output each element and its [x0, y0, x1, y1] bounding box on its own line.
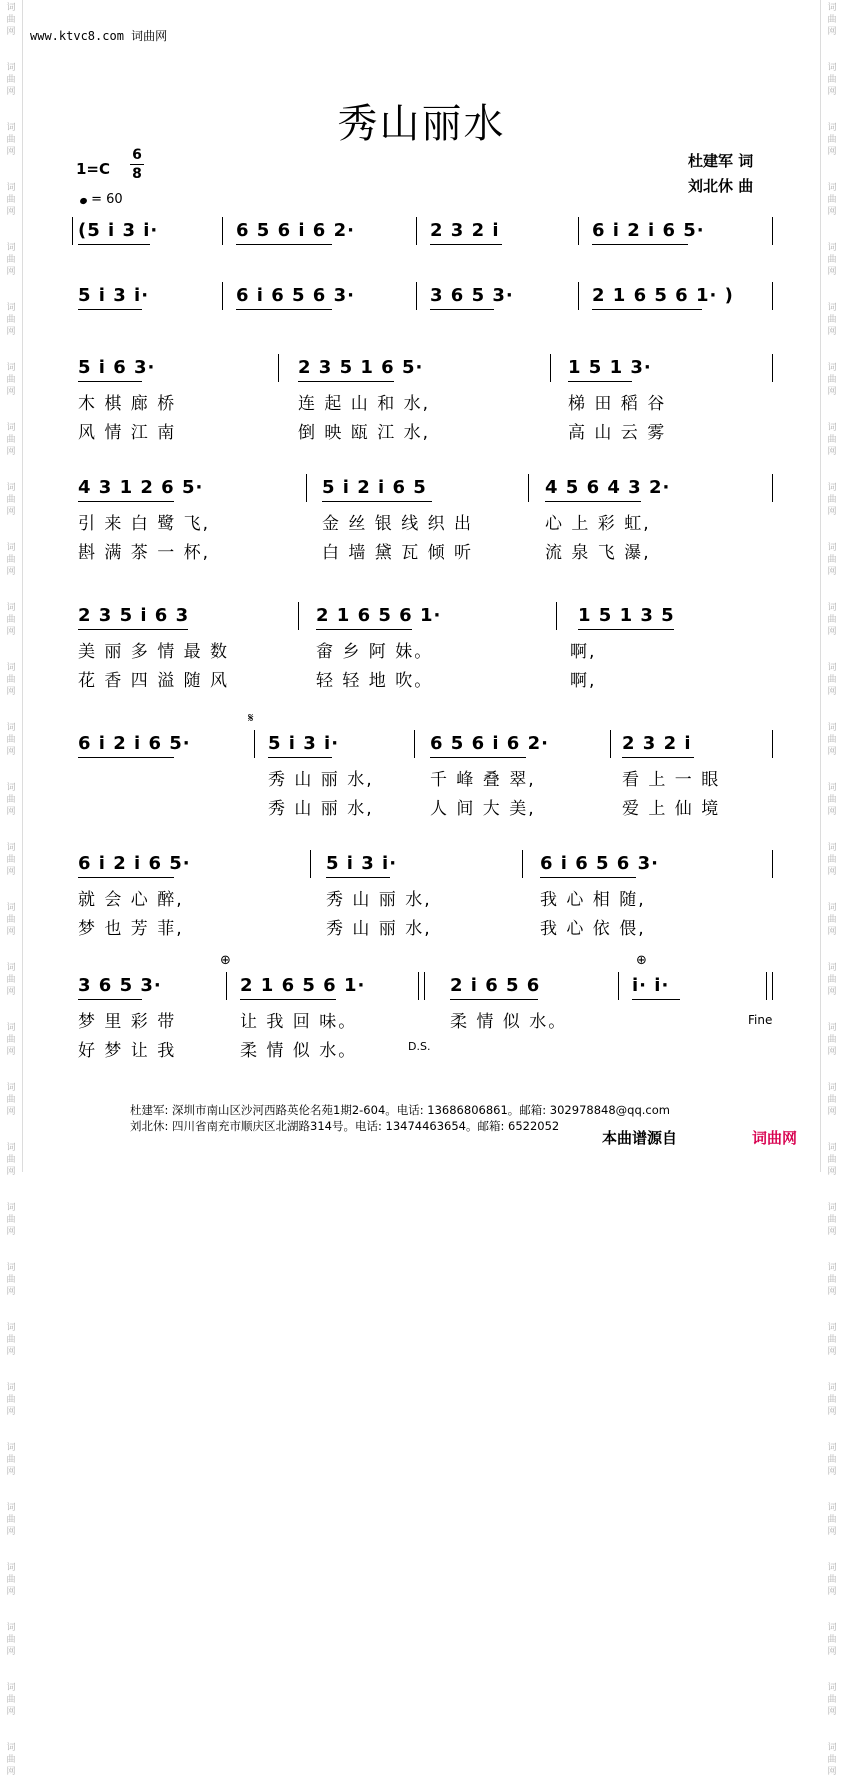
watermark-text: 词 曲 网 [6, 1503, 16, 1537]
watermark-text: 词 曲 网 [827, 1323, 837, 1357]
watermark-text: 词 曲 网 [6, 1623, 16, 1657]
watermark-text: 词 曲 网 [827, 903, 837, 937]
beam-underline [592, 244, 688, 245]
watermark-text: 词 曲 网 [827, 1203, 837, 1237]
beam-underline [78, 757, 174, 758]
lyric-line-2: 我 心 依 偎, [540, 919, 646, 939]
measure-notes: 2 3 2 i [430, 220, 500, 241]
watermark-text: 词 曲 网 [6, 1023, 16, 1057]
measure-notes: 6 i 6 5 6 3· [540, 853, 659, 874]
watermark-text: 词 曲 网 [6, 663, 16, 697]
watermark-text: 词 曲 网 [827, 363, 837, 397]
tempo-mark [80, 192, 123, 207]
lyric-line-1: 啊, [570, 642, 597, 662]
watermark-text: 词 曲 网 [827, 183, 837, 217]
watermark-text: 词 曲 网 [6, 483, 16, 517]
watermark-text: 词 曲 网 [6, 1143, 16, 1177]
watermark-text: 词 曲 网 [827, 723, 837, 757]
watermark-text: 词 曲 网 [6, 243, 16, 277]
lyric-line-2: 柔 情 似 水。 [240, 1041, 358, 1061]
beam-underline [450, 999, 538, 1000]
watermark-text: 词 曲 网 [827, 603, 837, 637]
time-bottom: 8 [132, 166, 142, 182]
watermark-text: 词 曲 网 [6, 1083, 16, 1117]
lyric-line-2: 高 山 云 雾 [568, 423, 667, 443]
watermark-text: 词 曲 网 [827, 303, 837, 337]
beam-underline [78, 309, 142, 310]
footer-lyricist-contact: 杜建军: 深圳市南山区沙河西路英伦名苑1期2-604。电话: 13686806861。邮箱: 302978848@qq.com [130, 1103, 670, 1117]
watermark-text: 词 曲 网 [827, 1743, 837, 1777]
time-top: 6 [132, 147, 142, 163]
watermark-text: 词 曲 网 [6, 123, 16, 157]
beam-underline [78, 877, 174, 878]
lyric-line-2: 风 情 江 南 [78, 423, 177, 443]
bar-line [278, 354, 279, 382]
source-label: 本曲谱源自 [602, 1129, 678, 1147]
bar-line [772, 474, 773, 502]
bar-line [618, 972, 619, 1000]
left-watermark-strip [0, 0, 23, 1777]
coda-icon: ⊕ [636, 953, 647, 968]
beam-underline [78, 999, 142, 1000]
watermark-text: 词 曲 网 [6, 1563, 16, 1597]
lyric-line-1: 秀 山 丽 水, [326, 890, 432, 910]
measure-notes: 6 5 6 i 6 2· [236, 220, 355, 241]
ds-mark: D.S. [408, 1040, 431, 1053]
beam-underline [578, 629, 674, 630]
lyric-line-2: 爱 上 仙 境 [622, 799, 721, 819]
lyric-line-1: 秀 山 丽 水, [268, 770, 374, 790]
bar-line [766, 972, 767, 1000]
lyric-line-2: 好 梦 让 我 [78, 1041, 177, 1061]
beam-underline [268, 757, 332, 758]
watermark-text: 词 曲 网 [827, 663, 837, 697]
measure-notes: 6 i 2 i 6 5· [592, 220, 705, 241]
time-signature [130, 147, 144, 182]
watermark-text: 词 曲 网 [6, 1683, 16, 1717]
lyric-line-1: 心 上 彩 虹, [545, 514, 651, 534]
lyric-line-2: 流 泉 飞 瀑, [545, 543, 651, 563]
watermark-text: 词 曲 网 [827, 3, 837, 37]
beam-underline [78, 381, 142, 382]
measure-notes: 6 5 6 i 6 2· [430, 733, 549, 754]
lyric-line-1: 我 心 相 随, [540, 890, 646, 910]
watermark-text: 词 曲 网 [6, 1263, 16, 1297]
beam-underline [326, 877, 390, 878]
watermark-text: 词 曲 网 [827, 1623, 837, 1657]
watermark-text: 词 曲 网 [6, 1383, 16, 1417]
lyric-line-1: 千 峰 叠 翠, [430, 770, 536, 790]
watermark-text: 词 曲 网 [827, 963, 837, 997]
beam-underline [322, 501, 432, 502]
lyric-line-2: 秀 山 丽 水, [268, 799, 374, 819]
bar-line [528, 474, 529, 502]
lyric-line-1: 畲 乡 阿 妹。 [316, 642, 434, 662]
beam-underline [236, 244, 332, 245]
beam-underline [430, 244, 502, 245]
beam-underline [545, 501, 641, 502]
watermark-text: 词 曲 网 [6, 543, 16, 577]
measure-notes: 3 6 5 3· [430, 285, 514, 306]
beam-underline [298, 381, 394, 382]
bar-line [306, 474, 307, 502]
beam-underline [540, 877, 636, 878]
measure-notes: 2 1 6 5 6 1· [240, 975, 366, 996]
watermark-text: 词 曲 网 [6, 1323, 16, 1357]
right-watermark-strip [820, 0, 843, 1777]
footer-composer-contact: 刘北休: 四川省南充市顺庆区北湖路314号。电话: 13474463654。邮箱: 6522052 [130, 1119, 560, 1133]
bar-line [222, 217, 223, 245]
beam-underline [568, 381, 632, 382]
watermark-text: 词 曲 网 [6, 183, 16, 217]
measure-notes: 2 1 6 5 6 1· [316, 605, 442, 626]
watermark-text: 词 曲 网 [6, 903, 16, 937]
measure-notes: 2 3 2 i [622, 733, 692, 754]
measure-notes: 5 i 3 i· [78, 285, 150, 306]
beam-underline [78, 501, 174, 502]
fine-mark: Fine [748, 1013, 773, 1027]
measure-notes: 6 i 2 i 6 5· [78, 733, 191, 754]
watermark-text: 词 曲 网 [6, 303, 16, 337]
bar-line [298, 602, 299, 630]
watermark-text: 词 曲 网 [6, 363, 16, 397]
beam-underline [240, 999, 336, 1000]
bar-line [418, 972, 419, 1000]
lyric-line-1: 梯 田 稻 谷 [568, 394, 667, 414]
beam-underline [592, 309, 702, 310]
lyric-line-1: 梦 里 彩 带 [78, 1012, 177, 1032]
watermark-text: 词 曲 网 [6, 963, 16, 997]
bar-line [610, 730, 611, 758]
bar-line [772, 972, 773, 1000]
watermark-text: 词 曲 网 [6, 423, 16, 457]
beam-underline [78, 629, 188, 630]
watermark-text: 词 曲 网 [827, 483, 837, 517]
bar-line [772, 730, 773, 758]
lyric-line-2: 白 墙 黛 瓦 倾 听 [322, 543, 474, 563]
measure-notes: 5 i 2 i 6 5 [322, 477, 427, 498]
bar-line [772, 354, 773, 382]
bar-line [414, 730, 415, 758]
measure-notes: 6 i 6 5 6 3· [236, 285, 355, 306]
bar-line [550, 354, 551, 382]
measure-notes: 2 3 5 i 6 3 [78, 605, 190, 626]
measure-notes: 3 6 5 3· [78, 975, 162, 996]
measure-notes: 2 i 6 5 6 [450, 975, 541, 996]
watermark-text: 词 曲 网 [827, 63, 837, 97]
source-brand[interactable]: 词曲网 [752, 1129, 798, 1147]
tempo-value: = 60 [91, 192, 123, 207]
bar-line [424, 972, 425, 1000]
watermark-text: 词 曲 网 [827, 543, 837, 577]
bar-line [222, 282, 223, 310]
bar-line [556, 602, 557, 630]
bar-line [254, 730, 255, 758]
lyric-line-1: 木 棋 廊 桥 [78, 394, 177, 414]
key-signature: 1=C [76, 160, 111, 178]
watermark-text: 词 曲 网 [827, 1383, 837, 1417]
watermark-text: 词 曲 网 [827, 123, 837, 157]
watermark-text: 词 曲 网 [827, 1683, 837, 1717]
beam-underline [78, 244, 150, 245]
composer-credit: 刘北休 曲 [688, 177, 754, 195]
lyric-line-1: 就 会 心 醉, [78, 890, 184, 910]
site-url[interactable]: www.ktvc8.com 词曲网 [30, 29, 168, 43]
beam-underline [430, 309, 494, 310]
measure-notes: 5 i 3 i· [326, 853, 398, 874]
measure-notes: 2 3 5 1 6 5· [298, 357, 424, 378]
quarter-note-icon [79, 197, 88, 205]
measure-notes: i· i· [632, 975, 670, 996]
bar-line [522, 850, 523, 878]
lyric-line-2: 轻 轻 地 吹。 [316, 671, 434, 691]
lyric-line-1: 美 丽 多 情 最 数 [78, 642, 230, 662]
lyric-line-2: 人 间 大 美, [430, 799, 536, 819]
beam-underline [622, 757, 694, 758]
bar-line [416, 282, 417, 310]
beam-underline [632, 999, 680, 1000]
coda-icon: ⊕ [220, 953, 231, 968]
lyric-line-2: 啊, [570, 671, 597, 691]
bar-line [226, 972, 227, 1000]
lyric-line-1: 金 丝 银 线 织 出 [322, 514, 474, 534]
watermark-text: 词 曲 网 [6, 63, 16, 97]
watermark-text: 词 曲 网 [6, 843, 16, 877]
lyric-line-2: 斟 满 茶 一 杯, [78, 543, 211, 563]
lyric-line-1: 看 上 一 眼 [622, 770, 721, 790]
watermark-text: 词 曲 网 [6, 3, 16, 37]
watermark-text: 词 曲 网 [827, 783, 837, 817]
watermark-text: 词 曲 网 [827, 1023, 837, 1057]
lyric-line-1: 引 来 白 鹭 飞, [78, 514, 211, 534]
bar-line [772, 850, 773, 878]
watermark-text: 词 曲 网 [6, 1743, 16, 1777]
measure-notes: 5 i 3 i· [268, 733, 340, 754]
measure-notes: 5 i 6 3· [78, 357, 156, 378]
bar-line [578, 217, 579, 245]
watermark-text: 词 曲 网 [6, 783, 16, 817]
measure-notes: 2 1 6 5 6 1· ) [592, 285, 734, 306]
bar-line [578, 282, 579, 310]
lyric-line-1: 让 我 回 味。 [240, 1012, 358, 1032]
watermark-text: 词 曲 网 [6, 723, 16, 757]
watermark-text: 词 曲 网 [6, 603, 16, 637]
measure-notes: 1 5 1 3 5 [578, 605, 675, 626]
watermark-text: 词 曲 网 [827, 1443, 837, 1477]
beam-underline [236, 309, 332, 310]
lyric-line-2: 梦 也 芳 菲, [78, 919, 184, 939]
measure-notes: 4 3 1 2 6 5· [78, 477, 204, 498]
measure-notes: (5 i 3 i· [78, 220, 159, 241]
lyric-line-2: 花 香 四 溢 随 风 [78, 671, 230, 691]
measure-notes: 4 5 6 4 3 2· [545, 477, 671, 498]
watermark-text: 词 曲 网 [6, 1443, 16, 1477]
beam-underline [316, 629, 412, 630]
page-title: 秀山丽水 [337, 101, 506, 147]
bar-line [772, 217, 773, 245]
lyric-line-1: 柔 情 似 水。 [450, 1012, 568, 1032]
watermark-text: 词 曲 网 [827, 843, 837, 877]
lyricist-credit: 杜建军 词 [688, 152, 754, 170]
segno-icon: 𝄋 [248, 711, 254, 726]
watermark-text: 词 曲 网 [827, 1563, 837, 1597]
measure-notes: 1 5 1 3· [568, 357, 652, 378]
measure-notes: 6 i 2 i 6 5· [78, 853, 191, 874]
lyric-line-1: 连 起 山 和 水, [298, 394, 431, 414]
beam-underline [430, 757, 526, 758]
watermark-text: 词 曲 网 [827, 243, 837, 277]
bar-line [310, 850, 311, 878]
watermark-text: 词 曲 网 [827, 1263, 837, 1297]
bar-line [416, 217, 417, 245]
watermark-text: 词 曲 网 [6, 1203, 16, 1237]
bar-line [772, 282, 773, 310]
lyric-line-2: 秀 山 丽 水, [326, 919, 432, 939]
watermark-text: 词 曲 网 [827, 1503, 837, 1537]
watermark-text: 词 曲 网 [827, 423, 837, 457]
watermark-text: 词 曲 网 [827, 1143, 837, 1177]
watermark-text: 词 曲 网 [827, 1083, 837, 1117]
lyric-line-2: 倒 映 瓯 江 水, [298, 423, 431, 443]
bar-line [72, 217, 73, 245]
